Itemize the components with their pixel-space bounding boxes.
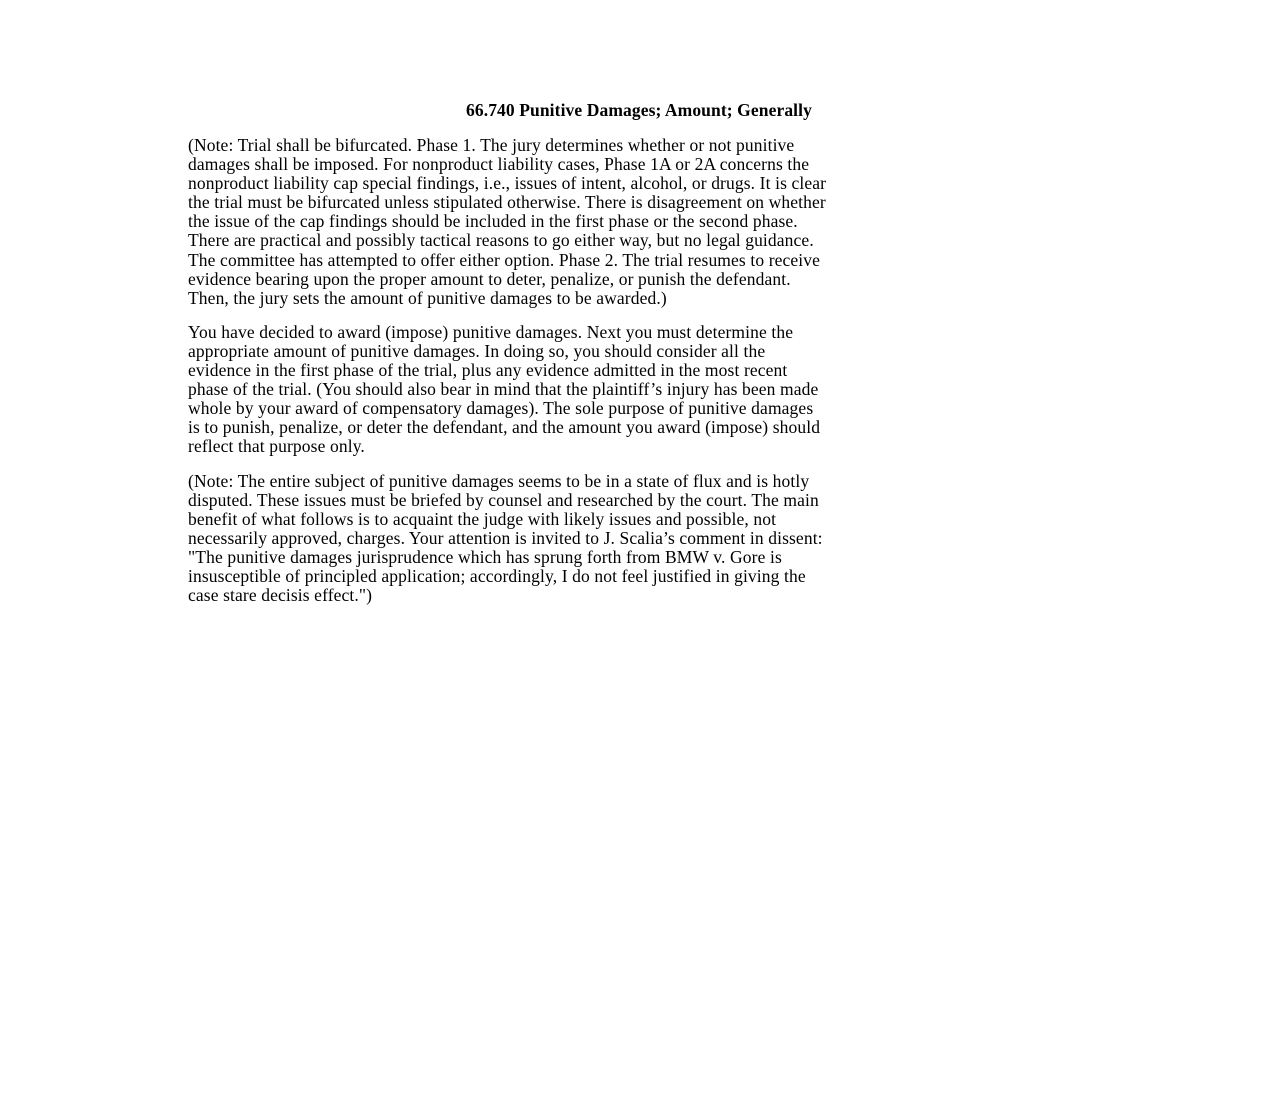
text-line: evidence bearing upon the proper amount to deter, penalize, or punish the defendant.: [188, 268, 791, 289]
text-line: disputed. These issues must be briefed by counsel and researched by the court. The main: [188, 489, 819, 510]
text-line: reflect that purpose only.: [188, 436, 365, 457]
text-line: damages shall be imposed. For nonproduct liability cases, Phase 1A or 2A concerns the: [188, 154, 810, 175]
document-page: [188, 100, 1088, 605]
document-title: 66.740 Punitive Damages; Amount; Generally: [466, 100, 812, 120]
text-line: case stare decisis effect."): [188, 585, 373, 606]
instruction-paragraph: [188, 323, 1088, 457]
text-line: whole by your award of compensatory damages). The sole purpose of punitive damages: [188, 398, 814, 419]
text-line: The committee has attempted to offer either option. Phase 2. The trial resumes to receive: [188, 249, 821, 270]
note-flux-paragraph: [188, 472, 1088, 606]
text-line: phase of the trial. (You should also bear in mind that the plaintiff’s injury has been made: [188, 379, 819, 400]
text-line: is to punish, penalize, or deter the defendant, and the amount you award (impose) should: [188, 417, 821, 438]
text-line: nonproduct liability cap special findings, i.e., issues of intent, alcohol, or drugs. It is clear: [188, 173, 827, 194]
text-line: the issue of the cap findings should be included in the first phase or the second phase.: [188, 211, 798, 232]
text-line: "The punitive damages jurisprudence which has sprung forth from BMW v. Gore is: [188, 546, 782, 567]
text-line: There are practical and possibly tactical reasons to go either way, but no legal guidance.: [188, 230, 814, 251]
text-line: the trial must be bifurcated unless stipulated otherwise. There is disagreement on whether: [188, 192, 826, 213]
text-line: (Note: The entire subject of punitive damages seems to be in a state of flux and is hotly: [188, 470, 810, 491]
text-line: Then, the jury sets the amount of punitive damages to be awarded.): [188, 287, 667, 308]
text-line: benefit of what follows is to acquaint the judge with likely issues and possible, not: [188, 508, 777, 529]
text-line: (Note: Trial shall be bifurcated. Phase 1. The jury determines whether or not punitive: [188, 135, 795, 155]
text-line: insusceptible of principled application; accordingly, I do not feel justified in giving the: [188, 565, 806, 586]
text-line: necessarily approved, charges. Your attention is invited to J. Scalia’s comment in dissent:: [188, 527, 823, 548]
text-line: evidence in the first phase of the trial, plus any evidence admitted in the most recent: [188, 360, 788, 381]
note-bifurcation-paragraph: [188, 136, 1088, 308]
text-line: You have decided to award (impose) punitive damages. Next you must determine the: [188, 321, 794, 342]
text-line: appropriate amount of punitive damages. In doing so, you should consider all the: [188, 340, 766, 361]
